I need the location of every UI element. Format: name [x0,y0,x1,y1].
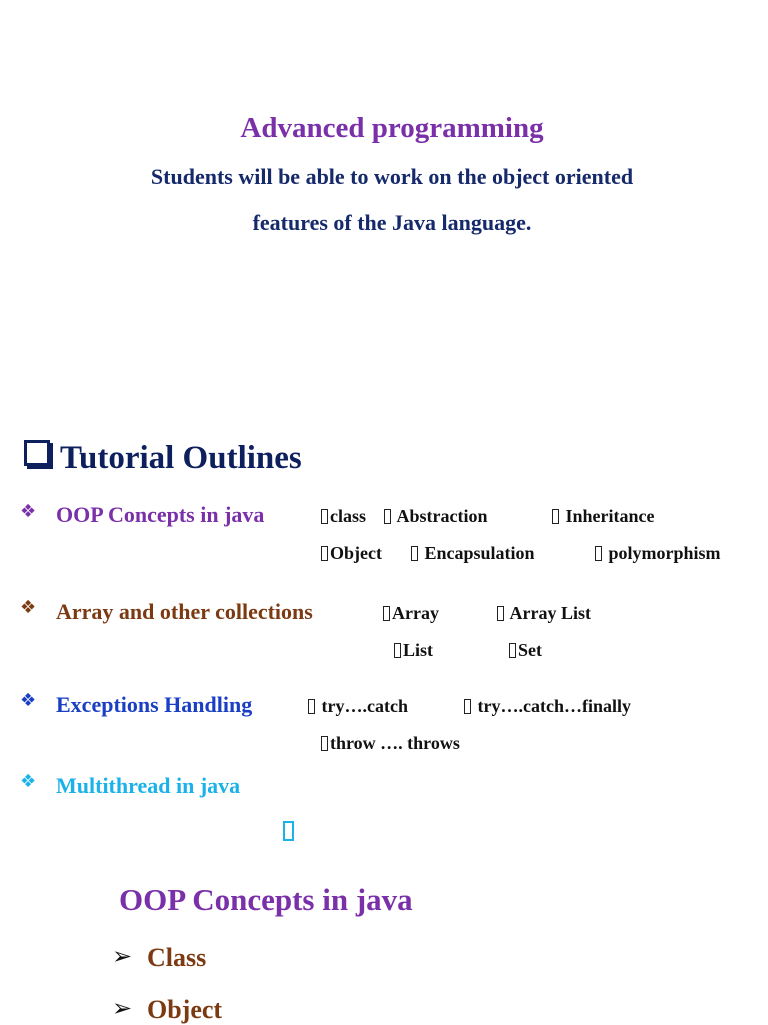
missing-glyph-icon [383,606,390,621]
oop-item-object: Object [147,995,223,1024]
subtopic-list: List [394,640,433,661]
missing-glyph-icon [394,643,401,658]
tutorial-outlines-label: Tutorial Outlines [60,440,302,476]
subtopic-encapsulation: Encapsulation [411,543,535,564]
intro-line-1: Students will be able to work on the object oriented [150,164,634,189]
topic-oop-label: OOP Concepts in java [56,502,265,527]
subtopic-inheritance: Inheritance [552,506,655,527]
topic-arrays-label: Array and other collections [56,599,313,624]
missing-glyph-icon [411,546,418,561]
arrow-bullet-icon: ➢ [112,994,133,1022]
oop-section-heading: OOP Concepts in java [119,882,413,917]
subtopic-throw-throws: throw …. throws [321,733,460,754]
tutorial-outlines-heading [24,440,302,477]
missing-glyph-icon [464,699,471,714]
missing-glyph-icon [321,509,328,524]
arrow-bullet-icon: ➢ [112,942,133,970]
oop-item-class: Class [147,943,207,972]
topic-exceptions-label: Exceptions Handling [56,692,253,717]
intro-line-2: features of the Java language. [252,210,532,235]
missing-glyph-icon [321,546,328,561]
diamond-bullet-icon: ❖ [20,501,37,522]
missing-glyph-icon [384,509,391,524]
missing-glyph-icon [283,821,294,841]
missing-glyph-icon [321,736,328,751]
missing-glyph-icon [595,546,602,561]
subtopic-try-catch: try….catch [308,696,408,717]
diamond-bullet-icon: ❖ [20,597,37,618]
subtopic-polymorphism: polymorphism [595,543,721,564]
subtopic-array: Array [383,603,439,624]
diamond-bullet-icon: ❖ [20,690,37,711]
missing-glyph-icon [552,509,559,524]
subtopic-abstraction: Abstraction [384,506,488,527]
subtopic-object: Object [321,543,382,564]
missing-glyph-icon [509,643,516,658]
missing-glyph-icon [497,606,504,621]
missing-glyph-icon [308,699,315,714]
diamond-bullet-icon: ❖ [20,771,37,792]
checkbox-square-icon [24,440,50,466]
subtopic-array-list: Array List [497,603,591,624]
subtopic-class: class [321,506,366,527]
subtopic-try-catch-finally: try….catch…finally [464,696,631,717]
page-title: Advanced programming [240,112,544,144]
subtopic-set: Set [509,640,542,661]
topic-multithread-label: Multithread in java [56,773,241,798]
